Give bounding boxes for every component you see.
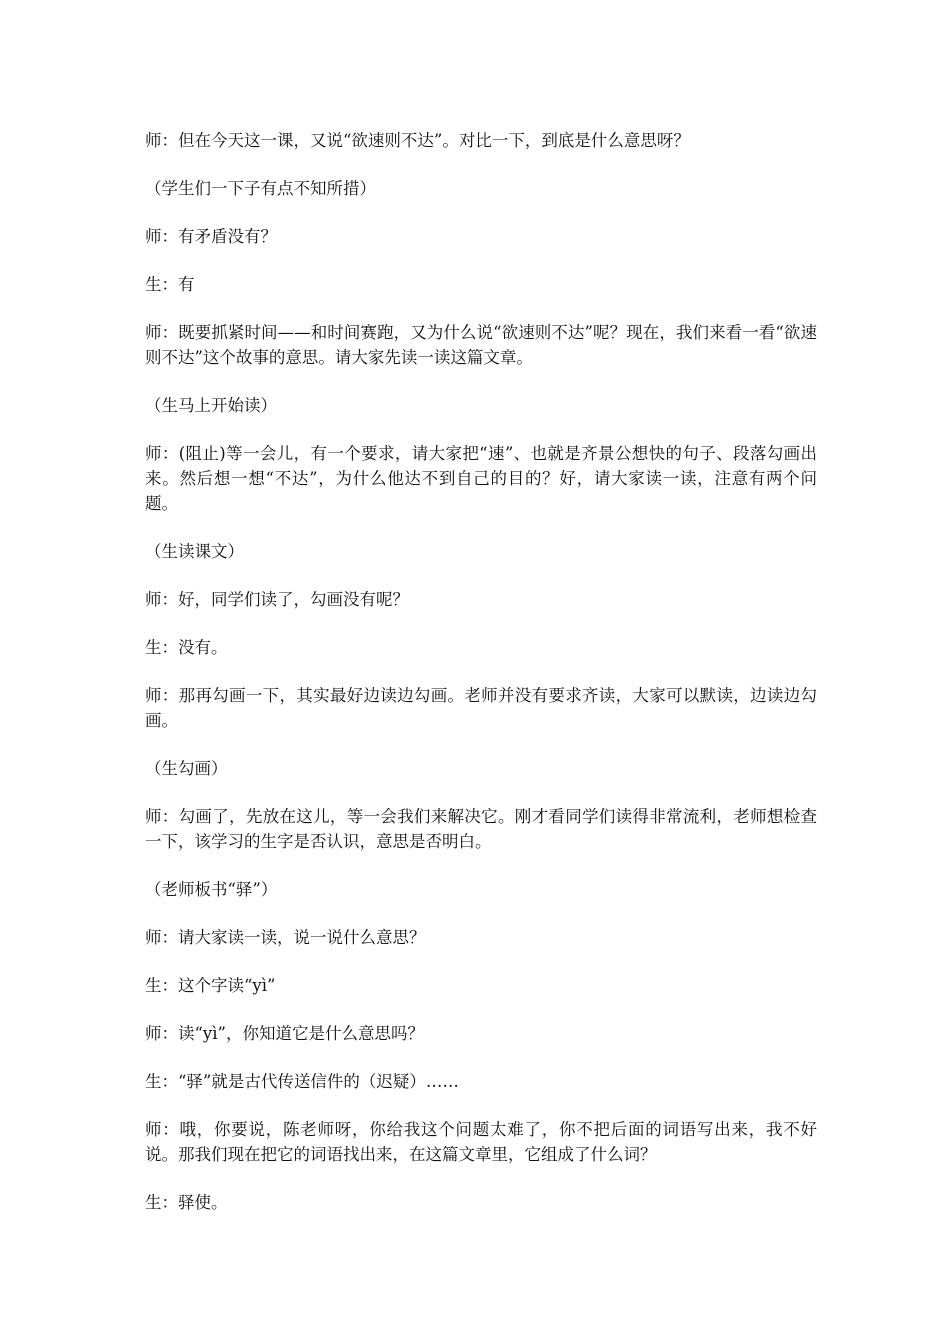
paragraph-1: 师：但在今天这一课，又说“欲速则不达”。对比一下，到底是什么意思呀？ bbox=[145, 131, 690, 150]
paragraph-10: 生：没有。 bbox=[145, 638, 228, 657]
paragraph-20: 生：驿使。 bbox=[145, 1193, 228, 1212]
document-body bbox=[145, 128, 817, 1238]
paragraph-7: 师：(阻止)等一会儿，有一个要求，请大家把“速”、也就是齐景公想快的句子、段落勾画出来。然后想一想“不达”，为什么他达不到自己的目的？好，请大家读一读，注意有两个问题。 bbox=[145, 444, 817, 513]
paragraph-16: 生：这个字读“yì” bbox=[145, 976, 276, 995]
paragraph-2: （学生们一下子有点不知所措） bbox=[145, 179, 376, 198]
paragraph-17: 师：读“yì”，你知道它是什么意思吗？ bbox=[145, 1024, 424, 1043]
paragraph-19: 师：哦，你要说，陈老师呀，你给我这个问题太难了，你不把后面的词语写出来，我不好说。那我们现在把它的词语找出来，在这篇文章里，它组成了什么词？ bbox=[145, 1120, 817, 1164]
paragraph-13: 师：勾画了，先放在这儿，等一会我们来解决它。刚才看同学们读得非常流利，老师想检查一下，该学习的生字是否认识，意思是否明白。 bbox=[145, 807, 817, 851]
paragraph-6: （生马上开始读） bbox=[145, 396, 277, 415]
paragraph-3: 师：有矛盾没有？ bbox=[145, 227, 277, 246]
paragraph-14: （老师板书“驿”） bbox=[145, 880, 278, 899]
paragraph-4: 生：有 bbox=[145, 275, 195, 294]
paragraph-5: 师：既要抓紧时间——和时间赛跑，又为什么说“欲速则不达”呢？现在，我们来看一看“欲速则不达”这个故事的意思。请大家先读一读这篇文章。 bbox=[145, 323, 817, 367]
paragraph-18: 生：“驿”就是古代传送信件的（迟疑）…… bbox=[145, 1072, 459, 1091]
paragraph-9: 师：好，同学们读了，勾画没有呢？ bbox=[145, 590, 409, 609]
paragraph-12: （生勾画） bbox=[145, 759, 228, 778]
paragraph-8: （生读课文） bbox=[145, 542, 244, 561]
paragraph-15: 师：请大家读一读，说一说什么意思？ bbox=[145, 928, 426, 947]
paragraph-11: 师：那再勾画一下，其实最好边读边勾画。老师并没有要求齐读，大家可以默读，边读边勾画。 bbox=[145, 686, 817, 730]
